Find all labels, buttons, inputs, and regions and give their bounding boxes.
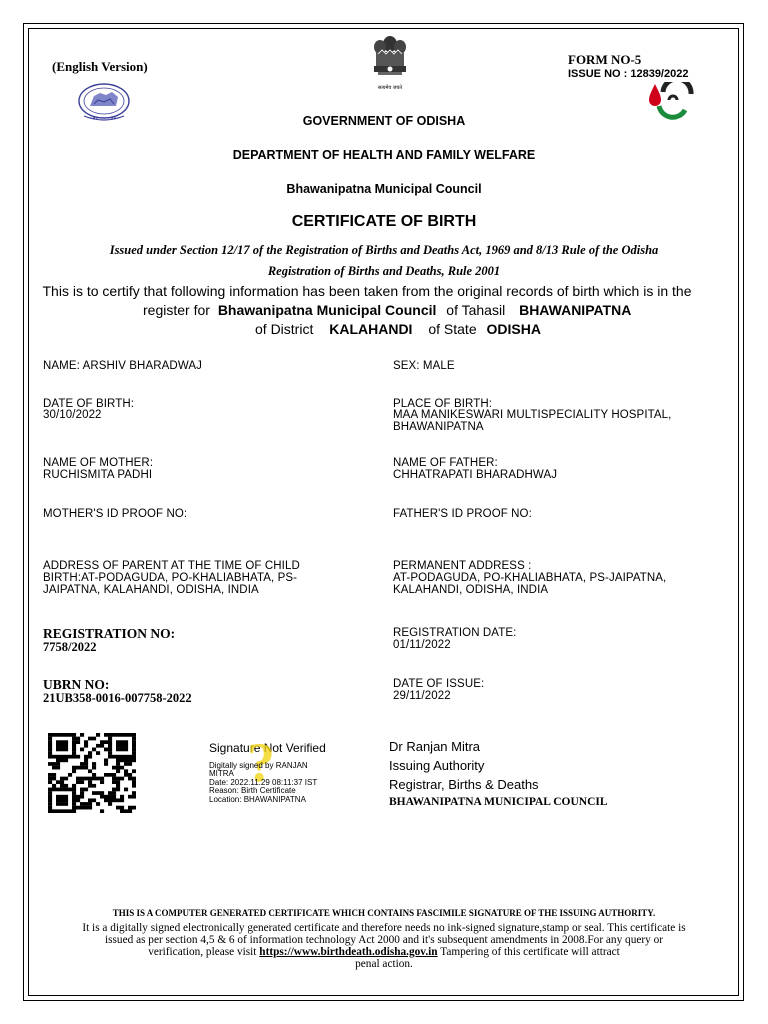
signature-date: Date: 2022.11.29 08:11:37 IST (209, 777, 318, 787)
father-id-label: FATHER'S ID PROOF NO: (393, 508, 532, 520)
parent-address-line1: ADDRESS OF PARENT AT THE TIME OF CHILD (43, 560, 300, 572)
permanent-address-line1: AT-PODAGUDA, PO-KHALIABHATA, PS-JAIPATNA, (393, 572, 667, 584)
registrar-name: Dr Ranjan Mitra (389, 739, 481, 754)
signature-reason: Reason: Birth Certificate (209, 786, 296, 796)
issued-under-line2: Registration of Births and Deaths, Rule 2001 (267, 264, 501, 278)
computer-generated-notice: THIS IS A COMPUTER GENERATED CERTIFICATE WHICH CONTAINS FASCIMILE SIGNATURE OF THE ISSUING AUTHORITY. (112, 908, 656, 918)
issued-under-line1: Issued under Section 12/17 of the Registration of Births and Deaths Act, 1969 and 8/13 Rule of the Odisha (109, 243, 659, 257)
pob-line1: MAA MANIKESWARI MULTISPECIALITY HOSPITAL, (393, 409, 672, 421)
qr-code-icon (48, 733, 136, 813)
certify-line3 (255, 321, 541, 337)
dob-value: 30/10/2022 (43, 409, 102, 421)
digital-signature-details (209, 762, 317, 804)
birthdeath-website-link[interactable]: https://www.birthdeath.odisha.gov.in (259, 946, 438, 958)
signature-not-verified: Signature Not Verified (209, 741, 326, 755)
mother-name-value: RUCHISMITA PADHI (43, 469, 153, 481)
council-heading: Bhawanipatna Municipal Council (286, 182, 482, 196)
emblem-caption: सत्यमेव जयते (377, 85, 403, 91)
form-number: FORM NO-5 (568, 52, 642, 67)
registration-date-value: 01/11/2022 (393, 639, 451, 651)
signer-name-cont: MITRA (209, 769, 234, 779)
tahasil-value: BHAWANIPATNA (519, 302, 632, 318)
footer-line3 (0, 947, 768, 959)
father-name-value: CHHATRAPATI BHARADHWAJ (393, 469, 558, 481)
state-value: ODISHA (486, 321, 541, 337)
signature-location: Location: BHAWANIPATNA (209, 794, 306, 804)
digitally-signed-by: Digitally signed by RANJAN (209, 761, 308, 770)
parent-address-line2: BIRTH:AT-PODAGUDA, PO-KHALIABHATA, PS- (43, 572, 298, 584)
registration-date-label: REGISTRATION DATE: (393, 627, 517, 639)
visit-text: verification, please visit (148, 946, 257, 958)
signature-question-mark-icon: ? (247, 732, 275, 794)
child-name: NAME: ARSHIV BHARADWAJ (43, 360, 202, 372)
issue-date-value: 29/11/2022 (393, 690, 451, 702)
dob-label: DATE OF BIRTH: (43, 398, 135, 410)
certify-line2 (143, 302, 631, 318)
registration-no-label: REGISTRATION NO: (43, 626, 176, 641)
parent-address-line3: JAIPATNA, KALAHANDI, ODISHA, INDIA (43, 584, 259, 596)
register-for-text: register for (143, 302, 210, 318)
issue-date-label: DATE OF ISSUE: (393, 678, 485, 690)
department-heading: DEPARTMENT OF HEALTH AND FAMILY WELFARE (232, 148, 536, 162)
registrar-title: Registrar, Births & Deaths (389, 777, 539, 792)
registrar-council: BHAWANIPATNA MUNICIPAL COUNCIL (389, 796, 608, 808)
of-tahasil-text: of Tahasil (446, 302, 506, 318)
mother-name-label: NAME OF MOTHER: (43, 457, 154, 469)
of-state-text: of State (428, 321, 477, 337)
issuing-authority: Issuing Authority (389, 758, 485, 773)
mother-id-label: MOTHER'S ID PROOF NO: (43, 508, 188, 520)
of-district-text: of District (255, 321, 314, 337)
pob-line2: BHAWANIPATNA (393, 421, 484, 433)
register-council: Bhawanipatna Municipal Council (217, 302, 437, 318)
sex-field: SEX: MALE (393, 360, 455, 372)
footer-line2: issued as per section 4,5 & 6 of information technology Act 2000 and it's subsequent amendments in 2008.For any query or (105, 934, 663, 946)
footer-line4: penal action. (355, 958, 413, 970)
footer-line1: It is a digitally signed electronically generated certificate and therefore needs no ink-signed signature,stamp or seal. This certificate is (82, 922, 686, 934)
permanent-address-line2: KALAHANDI, ODISHA, INDIA (393, 584, 549, 596)
father-name-label: NAME OF FATHER: (393, 457, 498, 469)
ubrn-value: 21UB358-0016-007758-2022 (43, 691, 192, 705)
registration-no-value: 7758/2022 (43, 640, 97, 654)
permanent-address-label: PERMANENT ADDRESS : (393, 560, 532, 572)
issue-number: ISSUE NO : 12839/2022 (568, 68, 689, 80)
pob-label: PLACE OF BIRTH: (393, 398, 493, 410)
district-value: KALAHANDI (329, 321, 413, 337)
english-version-label: (English Version) (52, 59, 148, 74)
tampering-text: Tampering of this certificate will attract (440, 946, 620, 958)
government-heading: GOVERNMENT OF ODISHA (302, 114, 466, 128)
ubrn-label: UBRN NO: (43, 677, 110, 692)
certificate-title: CERTIFICATE OF BIRTH (291, 213, 477, 230)
national-emblem-icon (370, 32, 410, 88)
certify-line1: This is to certify that following information has been taken from the original records of birth which is in the (42, 283, 692, 299)
